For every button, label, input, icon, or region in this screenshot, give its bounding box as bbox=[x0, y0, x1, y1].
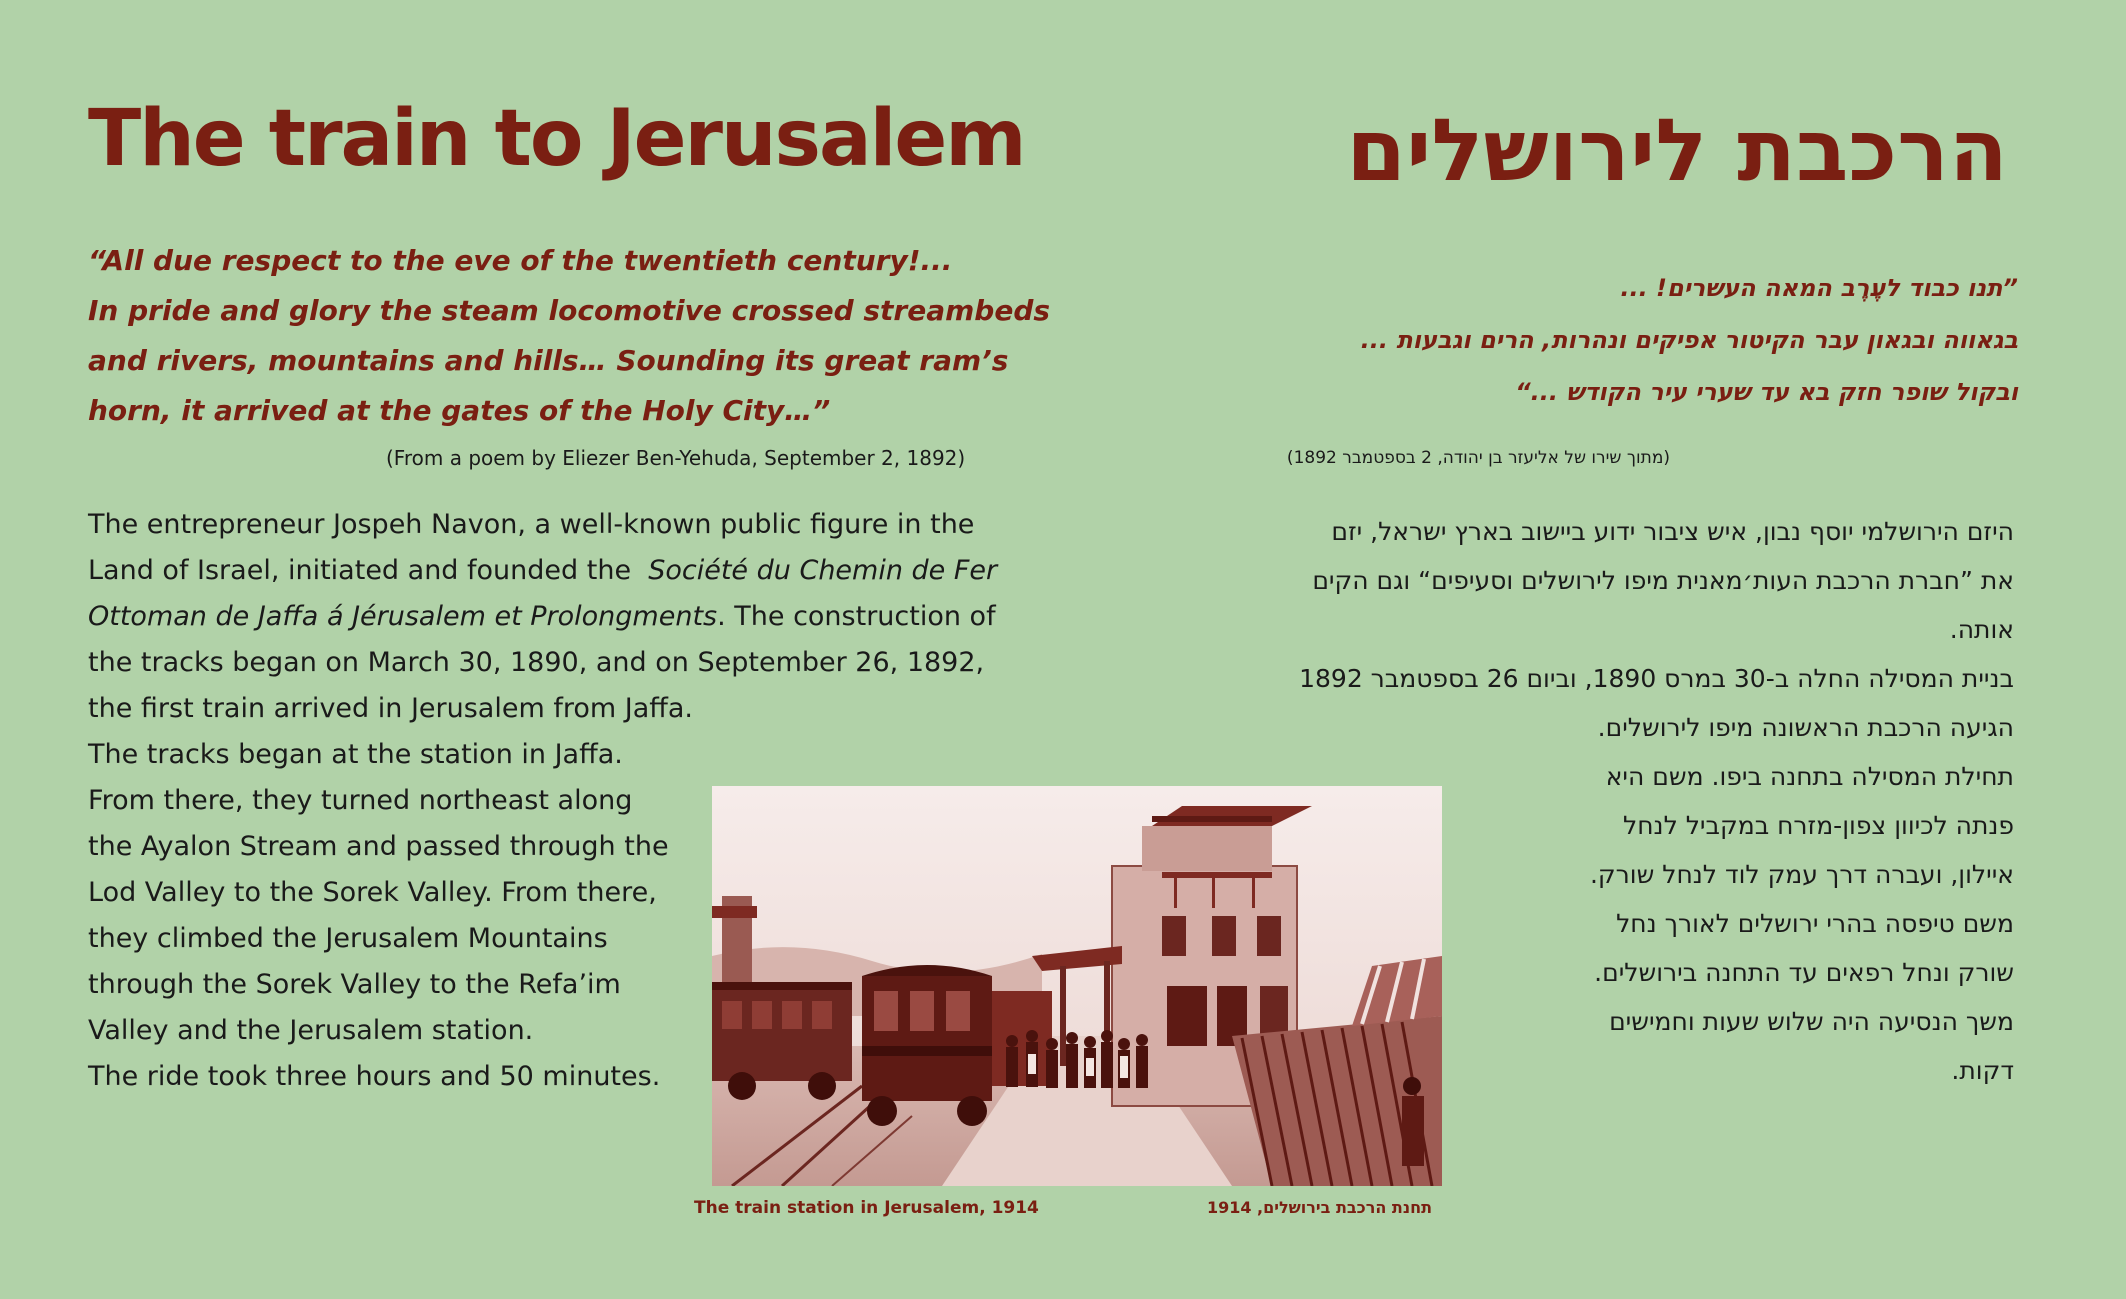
quote-english-line: “All due respect to the eve of the twentieth century!... bbox=[88, 244, 953, 277]
body-english-line: they climbed the Jerusalem Mountains bbox=[88, 923, 608, 954]
title-english: The train to Jerusalem bbox=[88, 94, 1025, 184]
body-english-line bbox=[88, 594, 997, 640]
caption-hebrew: תחנת הרכבת בירושלים, 1914 bbox=[1206, 1198, 1432, 1217]
body-hebrew-line: דקות. bbox=[1951, 1056, 2014, 1085]
quote-english bbox=[88, 236, 1051, 436]
body-english-line: The ride took three hours and 50 minutes. bbox=[88, 1061, 661, 1092]
source-english: (From a poem by Eliezer Ben-Yehuda, September 2, 1892) bbox=[386, 446, 966, 470]
body-english-line: the tracks began on March 30, 1890, and on September 26, 1892, bbox=[88, 647, 985, 678]
quote-english-line: horn, it arrived at the gates of the Holy City…” bbox=[88, 394, 831, 427]
body-hebrew-line: איילון, ועברה דרך עמק לוד לנחל שורק. bbox=[1589, 860, 2014, 889]
body-hebrew-line: בניית המסילה החלה ב-30 במרס 1890, וביום 26 בספטמבר 1892 bbox=[1299, 664, 2014, 693]
body-hebrew-line: תחילת המסילה בתחנה ביפו. משם היא bbox=[1605, 762, 2014, 791]
body-hebrew-line: אותה. bbox=[1949, 615, 2014, 644]
body-english-line: the first train arrived in Jerusalem from Jaffa. bbox=[88, 693, 693, 724]
body-english-line: through the Sorek Valley to the Refa’im bbox=[88, 969, 621, 1000]
quote-english-line: and rivers, mountains and hills… Sounding its great ram’s bbox=[88, 344, 1009, 377]
body-hebrew-line: היזם הירושלמי יוסף נבון, איש ציבור ידוע ביישוב בארץ ישראל, יזם bbox=[1331, 517, 2014, 546]
body-english-line: Lod Valley to the Sorek Valley. From there, bbox=[88, 877, 657, 908]
body-english-line: The entrepreneur Jospeh Navon, a well-known public figure in the bbox=[88, 509, 975, 540]
body-hebrew-line: פנתה לכיוון צפון-מזרח במקביל לנחל bbox=[1623, 811, 2014, 840]
body-text: . The construction of bbox=[717, 601, 996, 632]
train-station-photo bbox=[712, 786, 1442, 1186]
company-name-italic: Société du Chemin de Fer bbox=[648, 555, 998, 586]
quote-hebrew-line: ובקול שופר חזק בא עד שערי עיר הקודש ...“ bbox=[1515, 378, 2018, 406]
body-hebrew-line: שורק ונחל רפאים עד התחנה בירושלים. bbox=[1594, 958, 2014, 987]
body-english-line: the Ayalon Stream and passed through the bbox=[88, 831, 669, 862]
body-text: Land of Israel, initiated and founded the bbox=[88, 555, 632, 586]
body-english-line: The tracks began at the station in Jaffa. bbox=[88, 739, 623, 770]
quote-english-line: In pride and glory the steam locomotive crossed streambeds bbox=[88, 294, 1051, 327]
quote-hebrew-line: בגאווה ובגאון עבר הקיטור אפיקים ונהרות, הרים וגבעות ... bbox=[1360, 326, 2018, 354]
body-hebrew-line: את ”חברת הרכבת העות׳מאנית מיפו לירושלים וסעיפים“ וגם הקים bbox=[1312, 566, 2014, 595]
quote-hebrew-line: ”תנו כבוד לעֶרֶב המאה העשרים! ... bbox=[1620, 274, 2018, 302]
body-hebrew-line: הגיעה הרכבת הראשונה מיפו לירושלים. bbox=[1597, 713, 2014, 742]
caption-english: The train station in Jerusalem, 1914 bbox=[694, 1198, 1039, 1218]
quote-hebrew bbox=[1361, 262, 2018, 418]
body-hebrew-line: משך הנסיעה היה שלוש שעות וחמישים bbox=[1609, 1007, 2014, 1036]
body-hebrew-line: משם טיפסה בהרי ירושלים לאורך נחל bbox=[1616, 909, 2014, 938]
body-english-line bbox=[88, 548, 997, 594]
body-english-line: From there, they turned northeast along bbox=[88, 785, 633, 816]
body-english-line: Valley and the Jerusalem station. bbox=[88, 1015, 534, 1046]
train-station-illustration bbox=[712, 786, 1442, 1186]
company-name-italic: Ottoman de Jaffa á Jérusalem et Prolongments bbox=[88, 601, 718, 632]
title-hebrew: הרכבת לירושלים bbox=[1346, 101, 2008, 201]
source-hebrew: (מתוך שירו של אליעזר בן יהודה, 2 בספטמבר 1892) bbox=[1286, 448, 1670, 468]
